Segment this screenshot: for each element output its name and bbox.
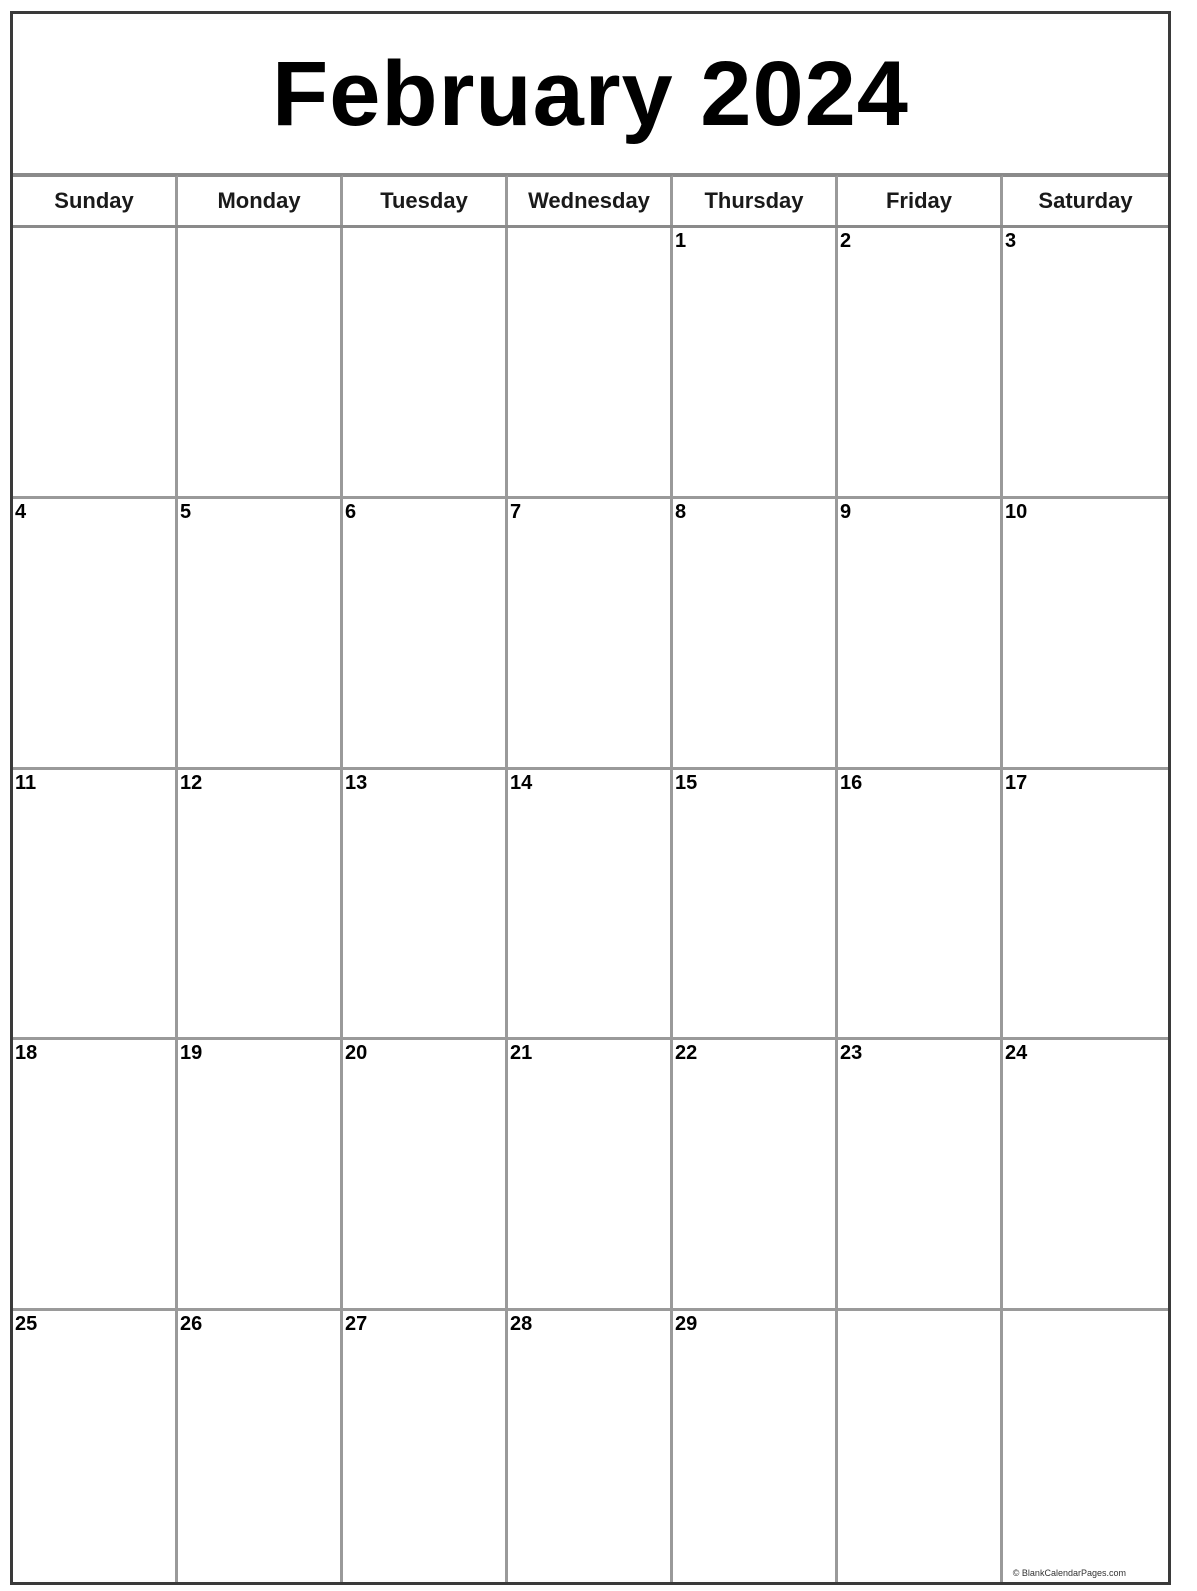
day-cell [673, 228, 838, 499]
day-cell [838, 770, 1003, 1041]
day-number: 20 [345, 1042, 368, 1065]
day-number: 25 [15, 1313, 38, 1336]
day-cell [13, 228, 178, 499]
day-cell [178, 770, 343, 1041]
day-cell [673, 1040, 838, 1311]
calendar-title: February 2024 [272, 42, 909, 145]
day-cell [508, 499, 673, 770]
weekday-saturday: Saturday [1003, 175, 1168, 225]
day-cell [13, 770, 178, 1041]
day-number: 15 [675, 771, 698, 794]
day-cell [178, 499, 343, 770]
day-cell [343, 1040, 508, 1311]
calendar [10, 11, 1171, 1585]
day-cell [673, 1311, 838, 1582]
day-cell [838, 1311, 1003, 1582]
day-cell [673, 499, 838, 770]
day-number: 12 [180, 771, 203, 794]
day-cell [178, 1311, 343, 1582]
day-cell [838, 499, 1003, 770]
weekday-friday: Friday [838, 175, 1003, 225]
day-cell [1003, 228, 1168, 499]
day-number: 16 [840, 771, 863, 794]
day-number: 9 [840, 500, 852, 523]
day-cell [343, 499, 508, 770]
day-cell [1003, 1040, 1168, 1311]
credit-text: © BlankCalendarPages.com [1012, 1568, 1126, 1578]
day-cell [13, 1311, 178, 1582]
title-box [13, 14, 1168, 175]
weekday-tuesday: Tuesday [343, 175, 508, 225]
day-cell [838, 228, 1003, 499]
day-cell [13, 499, 178, 770]
day-grid [13, 228, 1168, 1582]
day-number: 2 [840, 230, 852, 252]
day-number: 8 [675, 500, 687, 523]
day-cell [178, 228, 343, 499]
day-number: 14 [510, 771, 533, 794]
weekday-thursday: Thursday [673, 175, 838, 225]
weekday-sunday: Sunday [13, 175, 178, 225]
day-number: 10 [1005, 500, 1028, 523]
day-cell [13, 1040, 178, 1311]
day-number: 26 [180, 1313, 203, 1336]
day-number: 22 [675, 1042, 698, 1065]
day-number: 7 [510, 500, 522, 523]
day-number: 19 [180, 1042, 203, 1065]
day-cell [343, 228, 508, 499]
day-cell [508, 1040, 673, 1311]
day-cell [508, 228, 673, 499]
day-cell [178, 1040, 343, 1311]
day-number: 5 [180, 500, 192, 523]
day-number: 1 [675, 230, 687, 252]
day-cell [508, 1311, 673, 1582]
day-number: 21 [510, 1042, 533, 1065]
day-cell [1003, 499, 1168, 770]
weekday-header-row [13, 175, 1168, 228]
day-number: 4 [15, 500, 27, 523]
day-number: 6 [345, 500, 357, 523]
day-number: 17 [1005, 771, 1028, 794]
day-number: 23 [840, 1042, 863, 1065]
day-number: 24 [1005, 1042, 1028, 1065]
day-number: 13 [345, 771, 368, 794]
day-number: 29 [675, 1313, 698, 1336]
day-cell [1003, 1311, 1168, 1582]
day-cell [838, 1040, 1003, 1311]
day-cell [1003, 770, 1168, 1041]
weekday-monday: Monday [178, 175, 343, 225]
day-number: 3 [1005, 230, 1017, 252]
day-number: 11 [15, 771, 37, 794]
day-number: 18 [15, 1042, 38, 1065]
day-cell [673, 770, 838, 1041]
day-number: 28 [510, 1313, 533, 1336]
day-number: 27 [345, 1313, 368, 1336]
day-cell [343, 1311, 508, 1582]
weekday-wednesday: Wednesday [508, 175, 673, 225]
day-cell [343, 770, 508, 1041]
day-cell [508, 770, 673, 1041]
